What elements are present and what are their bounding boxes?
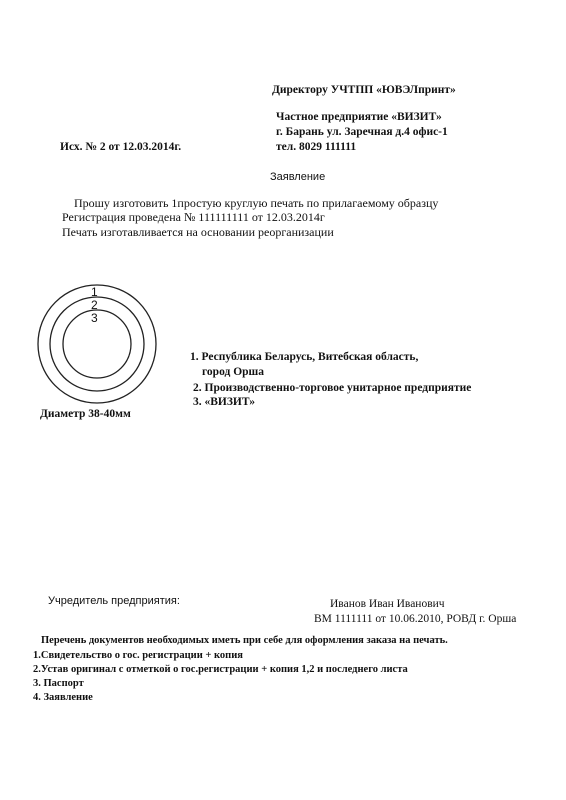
seal-diameter: Диаметр 38-40мм — [40, 408, 131, 420]
document-item-3: 3. Паспорт — [33, 678, 84, 689]
document-title: Заявление — [270, 171, 326, 183]
addressee-line: Директору УЧТПП «ЮВЭЛпринт» — [272, 84, 456, 96]
company-address: г. Барань ул. Заречная д.4 офис-1 — [276, 126, 448, 138]
ring-label-1: 1 — [91, 285, 98, 299]
documents-heading: Перечень документов необходимых иметь при себе для оформления заказа на печать. — [41, 635, 448, 646]
registration-line: Регистрация проведена № 111111111 от 12.03.2014г — [62, 210, 325, 224]
document-item-2: 2.Устав оригинал с отметкой о гос.регистрации + копия 1,2 и последнего листа — [33, 664, 408, 675]
request-line: Прошу изготовить 1простую круглую печать по прилагаемому образцу — [74, 196, 439, 210]
document-item-1: 1.Свидетельство о гос. регистрации + копия — [33, 650, 243, 661]
basis-line: Печать изготавливается на основании реорганизации — [62, 225, 334, 239]
ring-label-2: 2 — [91, 298, 98, 312]
outgoing-reference: Исх. № 2 от 12.03.2014г. — [60, 141, 182, 153]
founder-name: Иванов Иван Иванович — [330, 598, 445, 610]
seal-text-item-2: 2. Производственно-торговое унитарное предприятие — [193, 382, 472, 394]
seal-text-item-3: 3. «ВИЗИТ» — [193, 396, 256, 408]
company-phone: тел. 8029 111111 — [276, 141, 357, 153]
founder-label: Учредитель предприятия: — [48, 595, 180, 607]
seal-text-item-1-cont: город Орша — [202, 366, 264, 378]
ring-label-3: 3 — [91, 311, 98, 325]
document-item-4: 4. Заявление — [33, 692, 93, 703]
founder-passport: ВМ 1111111 от 10.06.2010, РОВД г. Орша — [314, 613, 517, 625]
company-name: Частное предприятие «ВИЗИТ» — [276, 111, 442, 123]
seal-text-item-1: 1. Республика Беларусь, Витебская область, — [190, 351, 419, 363]
